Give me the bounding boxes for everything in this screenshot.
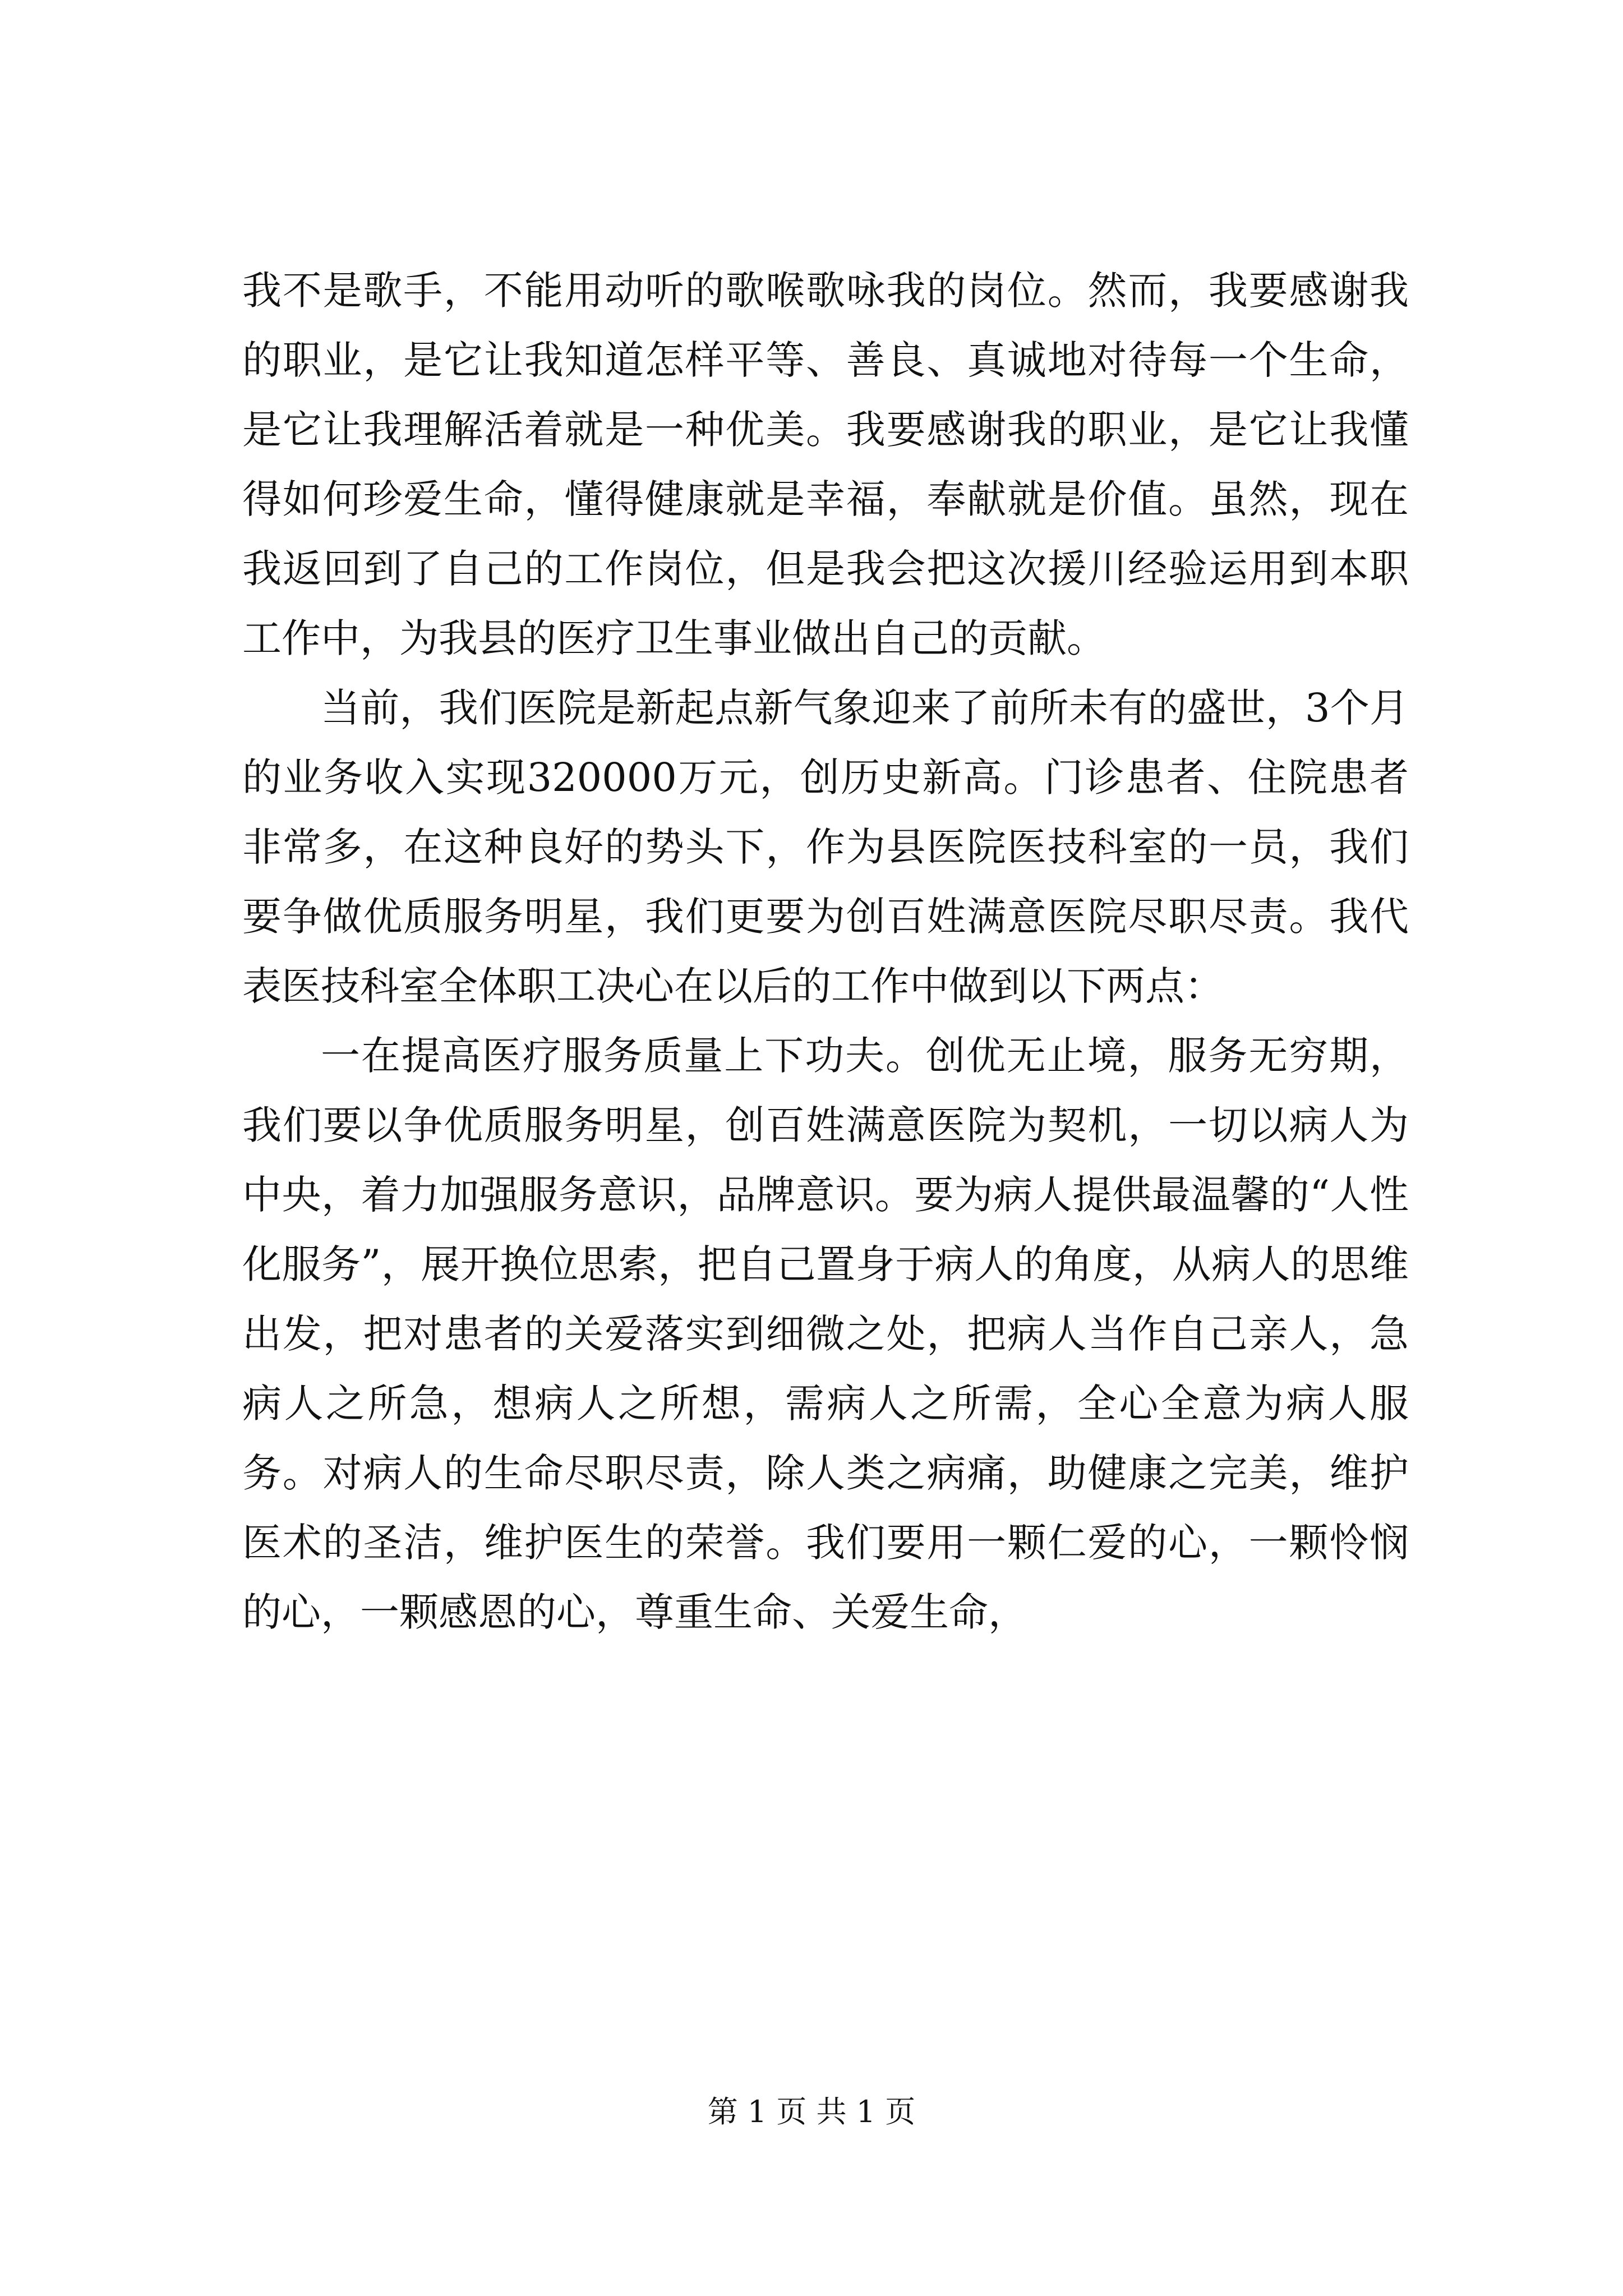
document-body <box>242 256 1409 1647</box>
paragraph-2: 当前，我们医院是新起点新气象迎来了前所未有的盛世，3个月的业务收入实现320000万元，创历史新高。门诊患者、住院患者非常多，在这种良好的势头下，作为县医院医技科室的一员，我们要争做优质服务明星，我们更要为创百姓满意医院尽职尽责。我代表医技科室全体职工决心在以后的工作中做到以下两点： <box>242 685 1409 1009</box>
page-footer: 第 1 页 共 1 页 <box>707 2094 916 2129</box>
paragraph-3: 一在提高医疗服务质量上下功夫。创优无止境，服务无穷期，我们要以争优质服务明星，创百姓满意医院为契机，一切以病人为中央，着力加强服务意识，品牌意识。要为病人提供最温馨的“人性化服务”，展开换位思索，把自己置身于病人的角度，从病人的思维出发，把对患者的关爱落实到细微之处，把病人当作自己亲人，急病人之所急，想病人之所想，需病人之所需，全心全意为病人服务。对病人的生命尽职尽责，除人类之病痛，助健康之完美，维护医术的圣洁，维护医生的荣誉。我们要用一颗仁爱的心，一颗怜悯的心，一颗感恩的心，尊重生命、关爱生命， <box>242 1033 1409 1635</box>
paragraph-1: 我不是歌手，不能用动听的歌喉歌咏我的岗位。然而，我要感谢我的职业，是它让我知道怎样平等、善良、真诚地对待每一个生命，是它让我理解活着就是一种优美。我要感谢我的职业，是它让我懂得如何珍爱生命，懂得健康就是幸福，奉献就是价值。虽然，现在我返回到了自己的工作岗位，但是我会把这次援川经验运用到本职工作中，为我县的医疗卫生事业做出自己的贡献。 <box>242 268 1409 661</box>
